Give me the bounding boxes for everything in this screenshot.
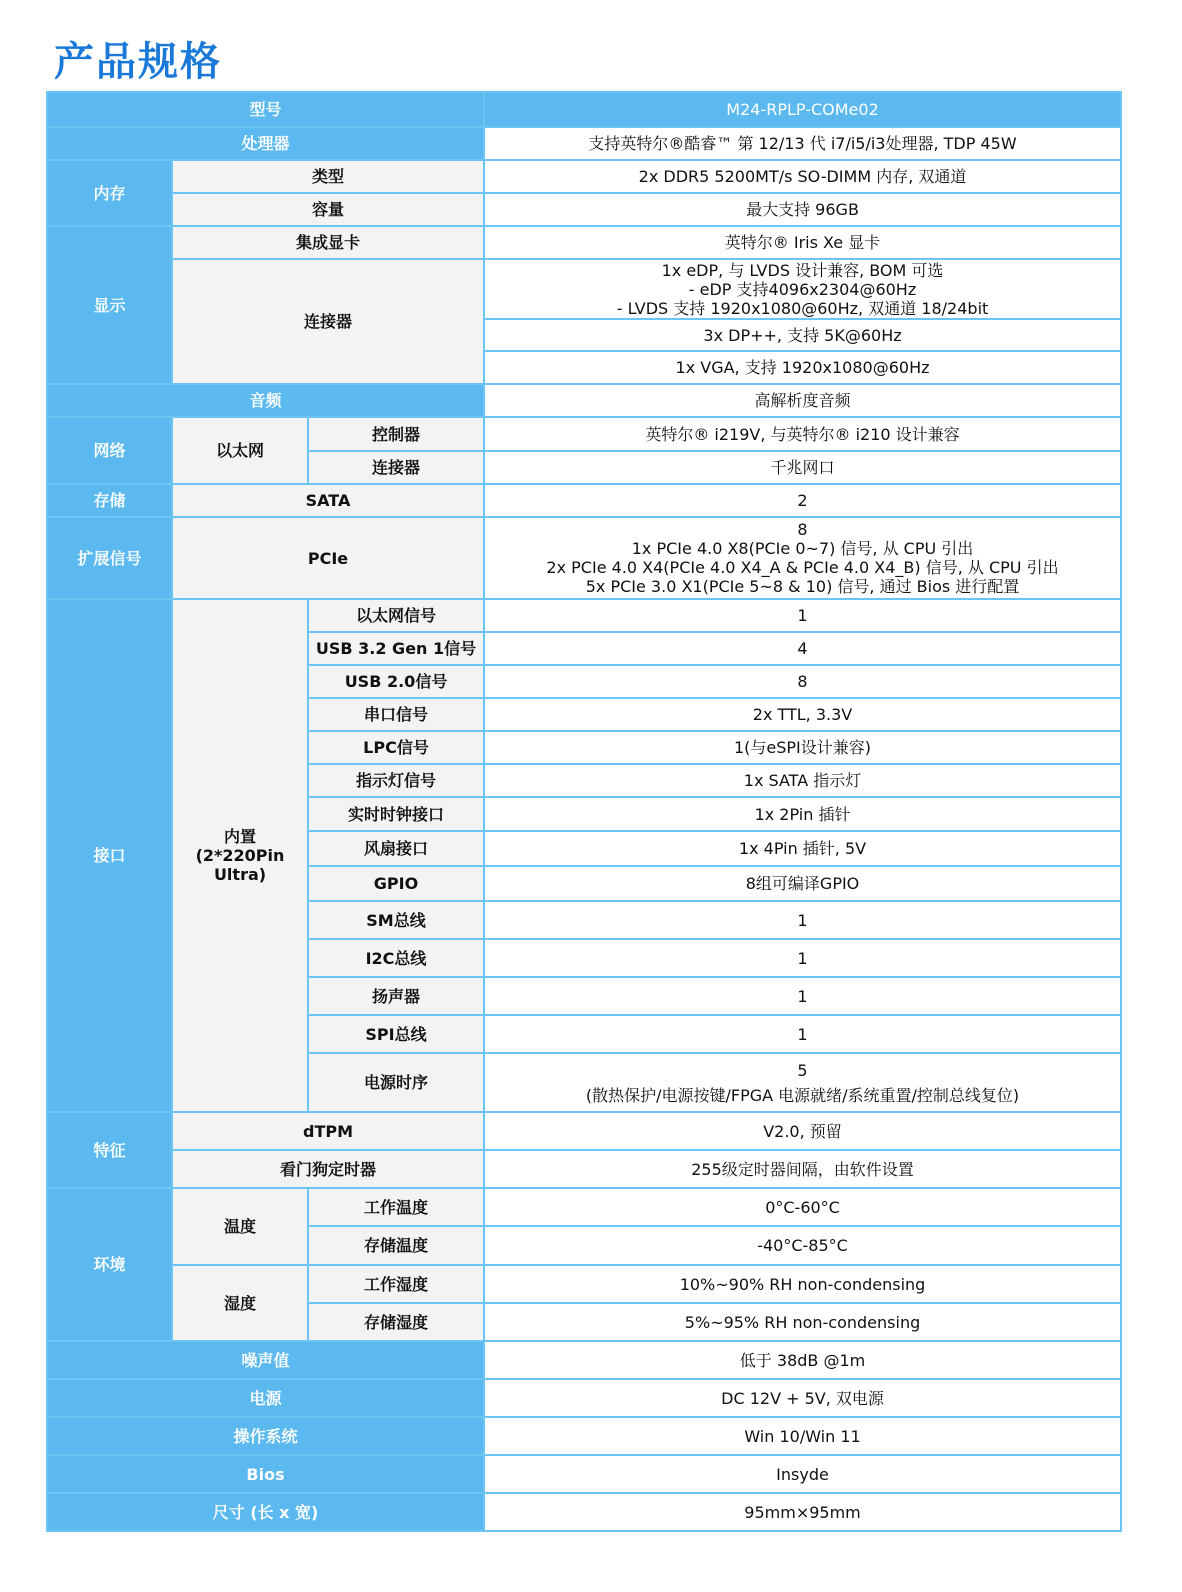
memory-capacity-label: 容量	[172, 193, 484, 226]
table-row	[47, 1112, 1121, 1150]
network-controller-label: 控制器	[308, 417, 484, 451]
dtpm-value: V2.0, 预留	[484, 1112, 1121, 1150]
ethernet-label: 以太网	[172, 417, 308, 484]
op-hum-value: 10%~90% RH non-condensing	[484, 1265, 1121, 1303]
power-seq-line-1: 5	[797, 1060, 808, 1080]
edp-line-2: - eDP 支持4096x2304@60Hz	[688, 279, 917, 299]
memory-type-value: 2x DDR5 5200MT/s SO-DIMM 内存, 双通道	[484, 160, 1121, 193]
display-dp-value: 3x DP++, 支持 5K@60Hz	[484, 319, 1121, 351]
interface-row-value: 8组可编译GPIO	[484, 866, 1121, 901]
header-value: M24-RPLP-COMe02	[484, 92, 1121, 127]
expansion-pcie-value	[484, 517, 1121, 599]
processor-value: 支持英特尔®酷睿™ 第 12/13 代 i7/i5/i3处理器, TDP 45W	[484, 127, 1121, 160]
interface-row-label: I2C总线	[308, 939, 484, 977]
network-connector-label: 连接器	[308, 451, 484, 484]
table-row	[47, 226, 1121, 259]
spec-table	[46, 91, 1122, 1532]
interface-row-value: 1	[484, 939, 1121, 977]
st-temp-value: -40°C-85°C	[484, 1226, 1121, 1265]
interface-row-label: SPI总线	[308, 1015, 484, 1053]
display-connector-label: 连接器	[172, 259, 484, 384]
header-label: 型号	[47, 92, 484, 127]
page-title: 产品规格	[54, 39, 222, 85]
expansion-label: 扩展信号	[47, 517, 172, 599]
table-row	[47, 599, 1121, 632]
internal-label-line-2: (2*220Pin Ultra)	[195, 846, 285, 884]
table-row	[47, 484, 1121, 517]
table-row	[47, 193, 1121, 226]
storage-sata-value: 2	[484, 484, 1121, 517]
interface-row-label: 实时时钟接口	[308, 797, 484, 831]
internal-label-line-1: 内置	[223, 827, 256, 846]
display-vga-value: 1x VGA, 支持 1920x1080@60Hz	[484, 351, 1121, 384]
power-value: DC 12V + 5V, 双电源	[484, 1379, 1121, 1417]
table-row	[47, 1379, 1121, 1417]
table-row	[47, 417, 1121, 451]
noise-label: 噪声值	[47, 1341, 484, 1379]
os-label: 操作系统	[47, 1417, 484, 1455]
noise-value: 低于 38dB @1m	[484, 1341, 1121, 1379]
network-connector-value: 千兆网口	[484, 451, 1121, 484]
table-row	[47, 259, 1121, 319]
edp-line-1: 1x eDP, 与 LVDS 设计兼容, BOM 可选	[661, 260, 944, 280]
audio-label: 音频	[47, 384, 484, 417]
storage-sata-label: SATA	[172, 484, 484, 517]
temperature-label: 温度	[172, 1188, 308, 1265]
interface-row-value: 1x 4Pin 插针, 5V	[484, 831, 1121, 866]
power-sequence-label: 电源时序	[308, 1053, 484, 1112]
interface-row-value: 2x TTL, 3.3V	[484, 698, 1121, 731]
interface-row-label: 串口信号	[308, 698, 484, 731]
interface-row-value: 4	[484, 632, 1121, 665]
os-value: Win 10/Win 11	[484, 1417, 1121, 1455]
pcie-line-3: 2x PCIe 4.0 X4(PCIe 4.0 X4_A & PCIe 4.0 X4_B) 信号, 从 CPU 引出	[546, 558, 1059, 577]
op-temp-value: 0°C-60°C	[484, 1188, 1121, 1226]
watchdog-label: 看门狗定时器	[172, 1150, 484, 1188]
power-label: 电源	[47, 1379, 484, 1417]
humidity-label: 湿度	[172, 1265, 308, 1341]
interface-row-label: SM总线	[308, 901, 484, 939]
memory-label: 内存	[47, 160, 172, 226]
network-label: 网络	[47, 417, 172, 484]
op-temp-label: 工作温度	[308, 1188, 484, 1226]
storage-label: 存储	[47, 484, 172, 517]
st-hum-label: 存储湿度	[308, 1303, 484, 1341]
interface-row-label: 指示灯信号	[308, 764, 484, 797]
table-row	[47, 1493, 1121, 1531]
network-controller-value: 英特尔® i219V, 与英特尔® i210 设计兼容	[484, 417, 1121, 451]
features-label: 特征	[47, 1112, 172, 1188]
table-row	[47, 160, 1121, 193]
power-seq-line-2: (散热保护/电源按键/FPGA 电源就绪/系统重置/控制总线复位)	[585, 1085, 1020, 1105]
table-row	[47, 1150, 1121, 1188]
table-row	[47, 1188, 1121, 1226]
table-row	[47, 517, 1121, 599]
interface-internal-label	[172, 599, 308, 1112]
memory-type-label: 类型	[172, 160, 484, 193]
interface-row-value: 1	[484, 901, 1121, 939]
expansion-pcie-label: PCIe	[172, 517, 484, 599]
op-hum-label: 工作湿度	[308, 1265, 484, 1303]
table-row	[47, 1455, 1121, 1493]
table-row	[47, 127, 1121, 160]
interface-row-value: 1x 2Pin 插针	[484, 797, 1121, 831]
table-row	[47, 1341, 1121, 1379]
table-row	[47, 1265, 1121, 1303]
display-label: 显示	[47, 226, 172, 384]
edp-line-3: - LVDS 支持 1920x1080@60Hz, 双通道 18/24bit	[616, 298, 989, 318]
interface-row-value: 8	[484, 665, 1121, 698]
bios-value: Insyde	[484, 1455, 1121, 1493]
interface-label: 接口	[47, 599, 172, 1112]
power-sequence-value	[484, 1053, 1121, 1112]
display-edp-value	[484, 259, 1121, 319]
memory-capacity-value: 最大支持 96GB	[484, 193, 1121, 226]
st-temp-label: 存储温度	[308, 1226, 484, 1265]
table-row	[47, 384, 1121, 417]
pcie-line-1: 8	[797, 520, 808, 539]
interface-row-label: 风扇接口	[308, 831, 484, 866]
size-label: 尺寸 (长 x 宽)	[47, 1493, 484, 1531]
interface-row-label: 扬声器	[308, 977, 484, 1015]
bios-label: Bios	[47, 1455, 484, 1493]
processor-label: 处理器	[47, 127, 484, 160]
environment-label: 环境	[47, 1188, 172, 1341]
interface-row-label: 以太网信号	[308, 599, 484, 632]
interface-row-value: 1	[484, 977, 1121, 1015]
pcie-line-4: 5x PCIe 3.0 X1(PCIe 5~8 & 10) 信号, 通过 Bios 进行配置	[585, 577, 1020, 596]
display-igpu-value: 英特尔® Iris Xe 显卡	[484, 226, 1121, 259]
audio-value: 高解析度音频	[484, 384, 1121, 417]
display-igpu-label: 集成显卡	[172, 226, 484, 259]
table-row	[47, 92, 1121, 127]
interface-row-value: 1	[484, 599, 1121, 632]
watchdog-value: 255级定时器间隔，由软件设置	[484, 1150, 1121, 1188]
interface-row-label: USB 2.0信号	[308, 665, 484, 698]
interface-row-label: USB 3.2 Gen 1信号	[308, 632, 484, 665]
table-row	[47, 1417, 1121, 1455]
dtpm-label: dTPM	[172, 1112, 484, 1150]
st-hum-value: 5%~95% RH non-condensing	[484, 1303, 1121, 1341]
interface-row-value: 1x SATA 指示灯	[484, 764, 1121, 797]
interface-row-value: 1(与eSPI设计兼容)	[484, 731, 1121, 764]
interface-row-value: 1	[484, 1015, 1121, 1053]
interface-row-label: LPC信号	[308, 731, 484, 764]
interface-row-label: GPIO	[308, 866, 484, 901]
pcie-line-2: 1x PCIe 4.0 X8(PCIe 0~7) 信号, 从 CPU 引出	[631, 539, 974, 558]
size-value: 95mm×95mm	[484, 1493, 1121, 1531]
